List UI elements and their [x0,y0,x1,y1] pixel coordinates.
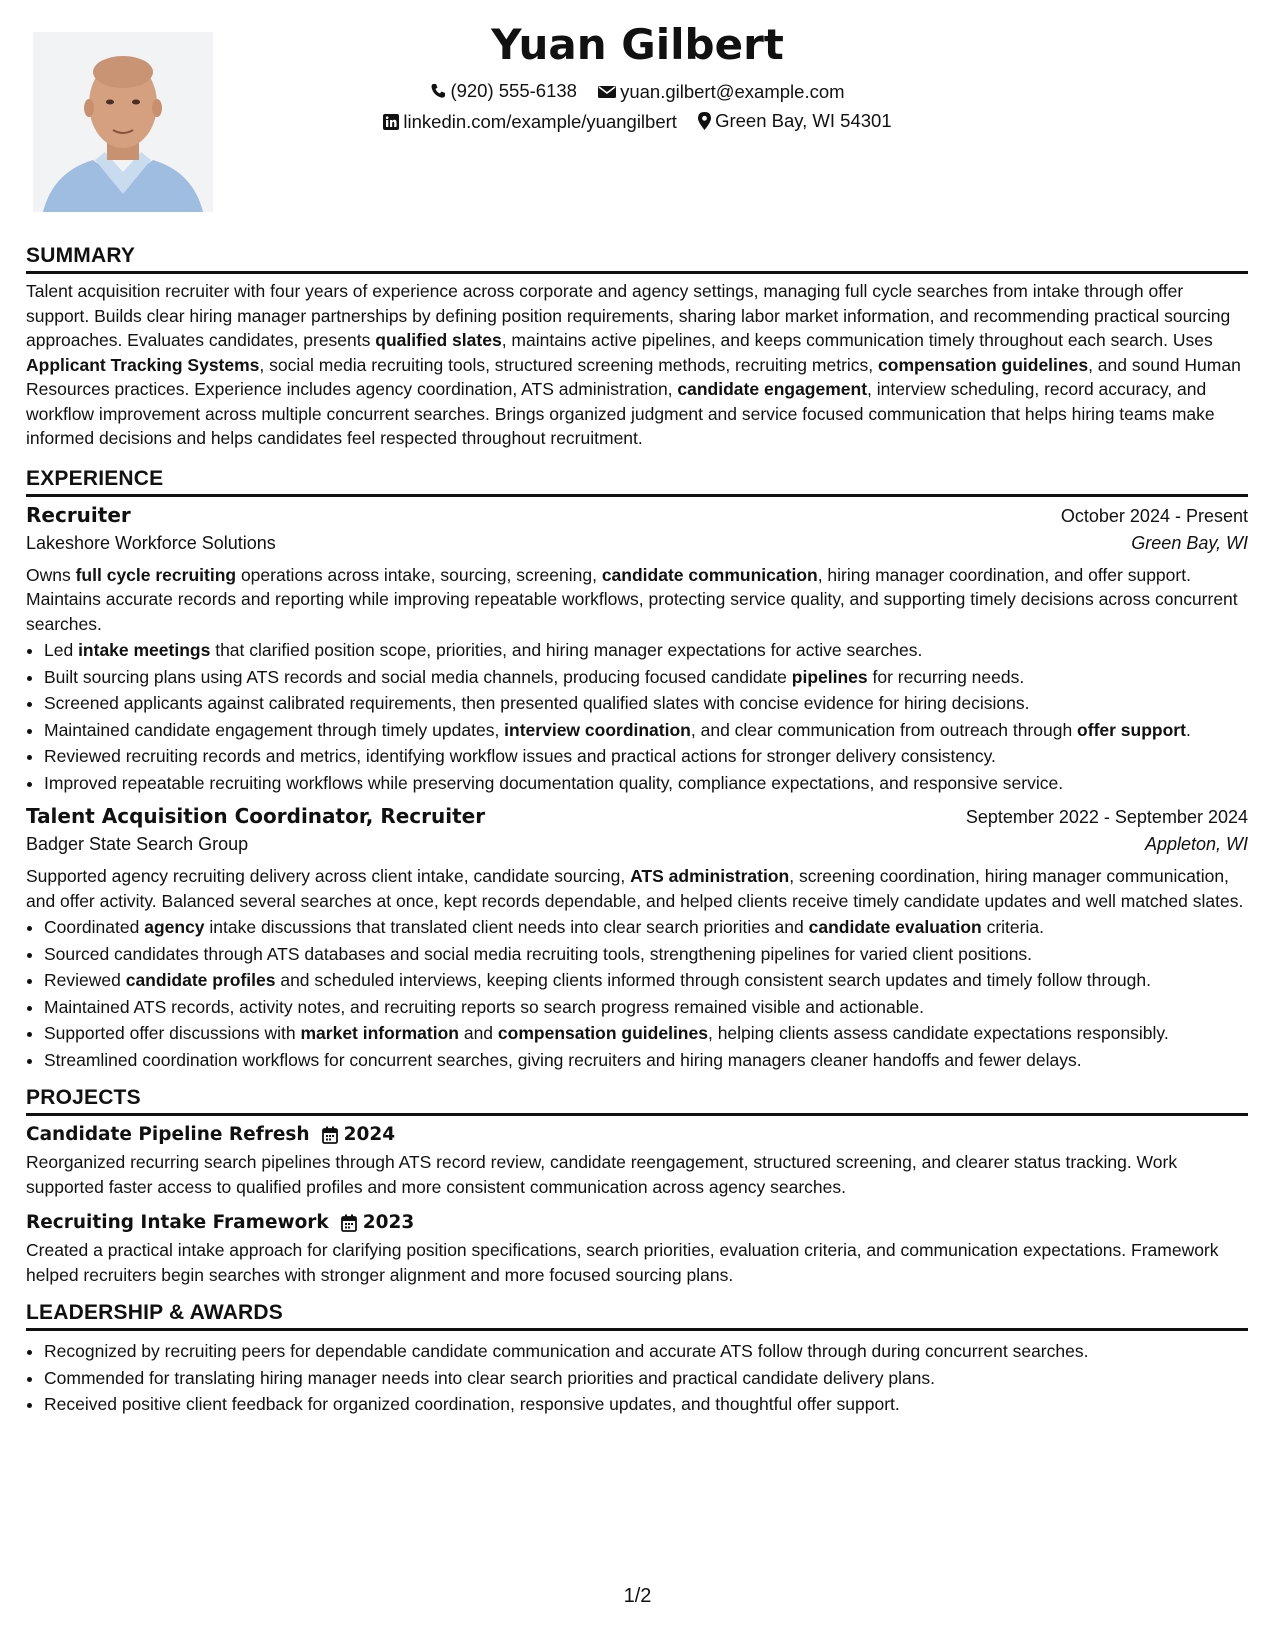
bold-text: agency [144,917,205,937]
job-company: Lakeshore Workforce Solutions [26,532,276,553]
job-title: Talent Acquisition Coordinator, Recruiter [26,804,486,828]
text-run: , maintains active pipelines, and keeps communication timely throughout each search. Uses [501,330,1213,350]
text-run: intake discussions that translated client needs into clear search priorities and [204,917,809,937]
project-description: Created a practical intake approach for clarifying position specifications, search priorities, evaluation criteria, and communication expectations. Framework helped recruiters begin searches with stronger alignment and more focused sourcing plans. [26,1240,1219,1285]
text-run: Reviewed [44,970,126,990]
job-company: Badger State Search Group [26,834,249,854]
text-run: , hiring manager coordination, and offer support. Maintains accurate records and reporting while improving repeatable workflows, protecting service quality, and supporting timely decisions across concurrent searches. [26,564,1238,634]
text-run: for recurring needs. [867,666,1025,687]
email-item[interactable] [598,80,844,104]
text-run: that clarified position scope, priorities, and hiring manager expectations for active searches. [210,640,923,660]
text-run: Supported agency recruiting delivery across client intake, candidate sourcing, [26,866,631,886]
job-date: September 2022 - September 2024 [965,807,1248,827]
linkedin-icon [383,114,399,130]
envelope-icon [598,85,616,99]
text-run: , social media recruiting tools, structured screening methods, recruiting metrics, [259,354,879,375]
text-run: , and sound Human Resources practices. Experience includes agency coordination, ATS administration, [26,354,1241,399]
job-bullets [26,638,1248,795]
job-entry [26,503,1248,796]
text-run: Supported offer discussions with [44,1023,301,1043]
list-item [44,744,1248,769]
calendar-icon [322,1126,338,1144]
phone-icon [430,83,446,99]
bold-text: qualified slates [375,330,502,350]
resume-body [26,244,1248,1419]
text-run: and [458,1023,498,1043]
text-run: , interview scheduling, record accuracy, and workflow improvement across multiple concurrent searches. Brings organized judgment and service focused communication that helps hiring teams make informed decisions and helps candidates feel respected throughout recruitment. [26,379,1215,448]
job-title: Recruiter [26,502,131,527]
job-bullets [26,915,1248,1072]
text-run: Talent acquisition recruiter with four years of experience across corporate and agency settings, managing full cycle searches from intake through offer support. Builds clear hiring manager partnerships by defining position requirements, sharing labor market information, and recommending practical sourcing approaches. Evaluates candidates, presents [26,281,1231,350]
list-item [44,995,1248,1020]
phone-text: (920) 555-6138 [450,80,577,101]
bold-text: pipelines [791,666,868,687]
email-text: yuan.gilbert@example.com [620,81,845,102]
calendar-icon [341,1214,357,1232]
text-run: Reviewed recruiting records and metrics, identifying workflow issues and practical actions for stronger delivery consistency. [44,746,996,766]
bold-text: ATS administration [630,866,790,886]
bold-text: candidate profiles [125,970,276,990]
phone-item[interactable] [430,79,577,103]
bold-text: full cycle recruiting [75,564,237,585]
list-item [44,1021,1248,1046]
leadership-bullets [26,1339,1248,1417]
list-item [44,1048,1248,1073]
list-item [44,638,1248,663]
experience-heading: EXPERIENCE [26,467,1248,497]
text-run: Improved repeatable recruiting workflows while preserving documentation quality, compliance expectations, and responsive service. [44,772,1064,793]
list-item: • Recognized by recruiting peers for dependable candidate communication and accurate ATS follow through during concurrent searches. [44,1339,1248,1364]
project-year: 2024 [343,1124,396,1145]
list-item: • Received positive client feedback for organized coordination, responsive updates, and thoughtful offer support. [44,1392,1248,1417]
bold-text: Applicant Tracking Systems [26,354,260,375]
location-text: Green Bay, WI 54301 [715,110,892,131]
bold-text: candidate engagement [677,379,868,399]
job-description [26,563,1248,637]
linkedin-text: linkedin.com/example/yuangilbert [403,111,677,132]
project-entry [26,1124,1248,1199]
job-date: October 2024 - Present [1060,505,1248,526]
location-item [698,109,892,133]
job-entry [26,804,1248,1072]
text-run: Sourced candidates through ATS databases and social media recruiting tools, strengthening pipelines for varied client positions. [44,943,1033,964]
list-item [44,968,1248,993]
bold-text: compensation guidelines [878,354,1089,375]
list-item [44,915,1248,940]
text-run: Led [44,640,79,660]
contact-row-1 [0,79,1275,105]
page-number: 1/2 [623,1585,652,1607]
project-entry [26,1212,1248,1287]
text-run: Maintained ATS records, activity notes, and recruiting reports so search progress remained visible and actionable. [44,996,924,1017]
list-item [44,665,1248,690]
text-run: Coordinated [44,917,145,937]
text-run: , and clear communication from outreach through [690,719,1078,740]
bold-text: interview coordination [504,719,691,740]
project-title: Recruiting Intake Framework [26,1212,329,1233]
bold-text: candidate communication [601,564,818,585]
project-description: Reorganized recurring search pipelines through ATS record review, candidate reengagement, structured screening, and clearer status tracking. Work supported faster access to qualified profiles and more consistent communication across agency searches. [26,1152,1178,1197]
text-run: operations across intake, sourcing, screening, [236,564,602,585]
bold-text: intake meetings [78,640,211,660]
summary-text [26,279,1248,451]
job-location: Green Bay, WI [1131,532,1248,553]
list-item [44,942,1248,967]
bold-text: compensation guidelines [497,1023,708,1043]
linkedin-item[interactable] [383,110,677,134]
text-run: criteria. [981,917,1044,937]
text-run: Streamlined coordination workflows for concurrent searches, giving recruiters and hiring managers cleaner handoffs and fewer delays. [44,1049,1082,1070]
text-run: , screening coordination, hiring manager communication, and offer activity. Balanced several searches at once, kept records dependable, and helped clients receive timely candidate updates and well matched slates. [26,866,1244,911]
map-pin-icon [698,112,711,130]
text-run: Maintained candidate engagement through timely updates, [44,719,505,740]
list-item: • Commended for translating hiring manager needs into clear search priorities and practical candidate delivery plans. [44,1366,1248,1391]
list-item [44,718,1248,743]
bold-text: candidate evaluation [808,917,982,937]
list-item [44,771,1248,796]
job-location: Appleton, WI [1144,834,1248,854]
project-year: 2023 [362,1212,415,1233]
text-run: . [1185,719,1191,740]
list-item [44,691,1248,716]
text-run: Owns [26,564,76,585]
projects-heading: PROJECTS [26,1086,1248,1116]
bold-text: market information [300,1023,459,1043]
leadership-heading: LEADERSHIP & AWARDS [26,1301,1248,1331]
summary-heading: SUMMARY [26,244,1248,274]
text-run: and scheduled interviews, keeping clients informed through consistent search updates and timely follow through. [275,970,1151,990]
bold-text: offer support [1077,719,1186,740]
text-run: Built sourcing plans using ATS records and social media channels, producing focused candidate [44,666,792,687]
contact-row-2 [0,109,1275,136]
project-title: Candidate Pipeline Refresh [26,1124,310,1145]
text-run: , helping clients assess candidate expectations responsibly. [707,1023,1169,1043]
text-run: Screened applicants against calibrated requirements, then presented qualified slates with concise evidence for hiring decisions. [44,693,1030,713]
candidate-name: Yuan Gilbert [491,20,784,69]
job-description [26,864,1248,913]
